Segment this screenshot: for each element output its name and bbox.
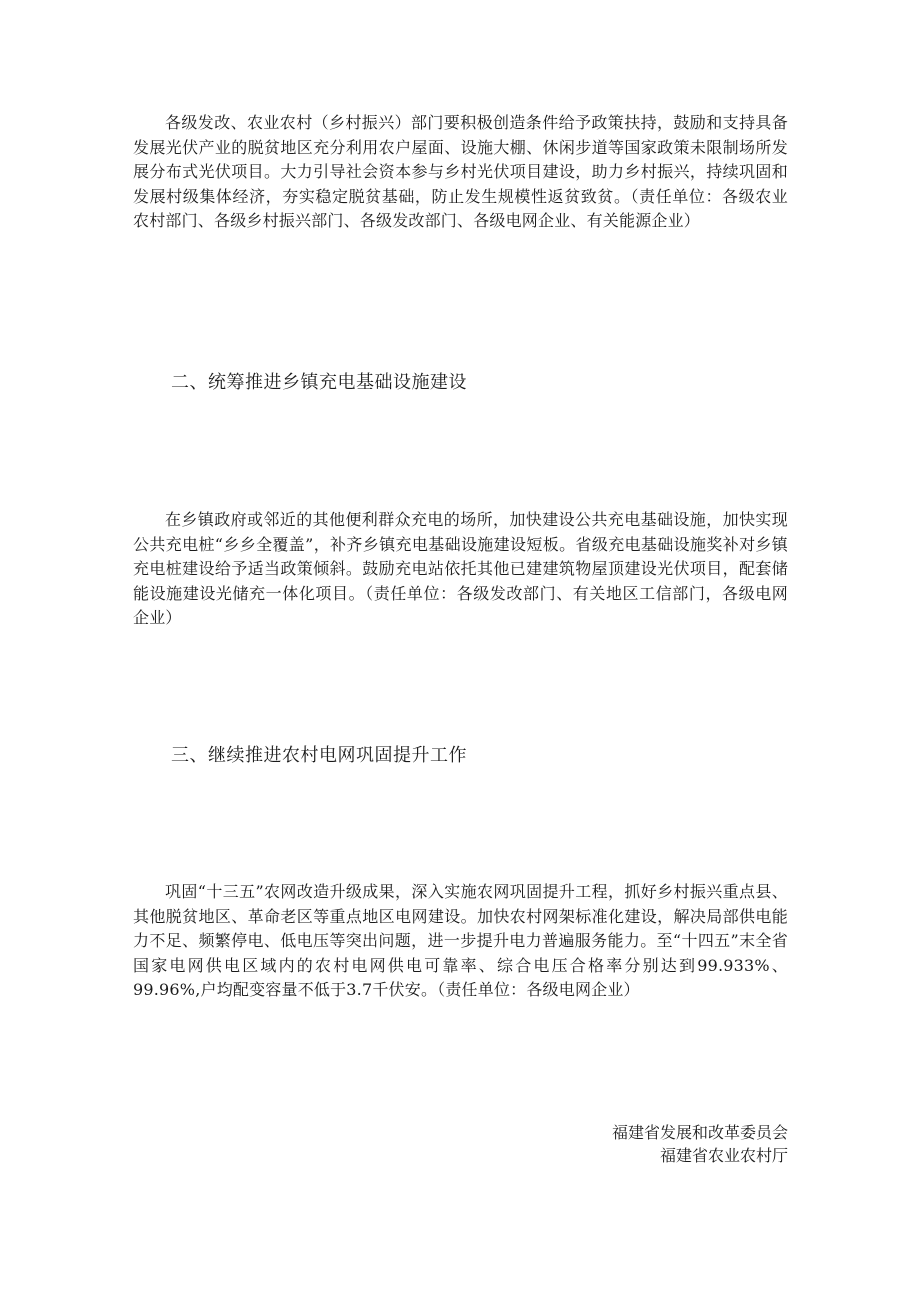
paragraph-rural-grid-upgrade: 巩固“十三五”农网改造升级成果，深入实施农网巩固提升工程，抓好乡村振兴重点县、其他脱贫地区、革命老区等重点地区电网建设。加快农村网架标准化建设，解决局部供电能力不足、频繁停电、低电压等突出问题，进一步提升电力普遍服务能力。至“十四五”末全省国家电网供电区域内的农村电网供电可靠率、综合电压合格率分别达到99.933%、99.96%,户均配变容量不低于3.7千伏安。（责任单位：各级电网企业）: [133, 882, 788, 999]
paragraph-rural-photovoltaic: 各级发改、农业农村（乡村振兴）部门要积极创造条件给予政策扶持，鼓励和支持具备发展光伏产业的脱贫地区充分利用农户屋面、设施大棚、休闲步道等国家政策未限制场所发展分布式光伏项目。大力引导社会资本参与乡村光伏项目建设，助力乡村振兴，持续巩固和发展村级集体经济，夯实稳定脱贫基础，防止发生规模性返贫致贫。（责任单位：各级农业农村部门、各级乡村振兴部门、各级发改部门、各级电网企业、有关能源企业）: [133, 113, 788, 230]
paragraph-township-charging: 在乡镇政府或邻近的其他便利群众充电的场所，加快建设公共充电基础设施，加快实现公共充电桩“乡乡全覆盖”，补齐乡镇充电基础设施建设短板。省级充电基础设施奖补对乡镇充电桩建设给予适当政策倾斜。鼓励充电站依托其他已建建筑物屋顶建设光伏项目，配套储能设施建设光储充一体化项目。（责任单位：各级发改部门、有关地区工信部门，各级电网企业）: [133, 510, 788, 627]
signature-agriculture-department: 福建省农业农村厅: [659, 1146, 788, 1165]
section-heading-charging-infrastructure: 二、统筹推进乡镇充电基础设施建设: [171, 372, 467, 393]
signature-development-reform-commission: 福建省发展和改革委员会: [611, 1123, 788, 1142]
section-heading-rural-grid: 三、继续推进农村电网巩固提升工作: [171, 745, 467, 766]
